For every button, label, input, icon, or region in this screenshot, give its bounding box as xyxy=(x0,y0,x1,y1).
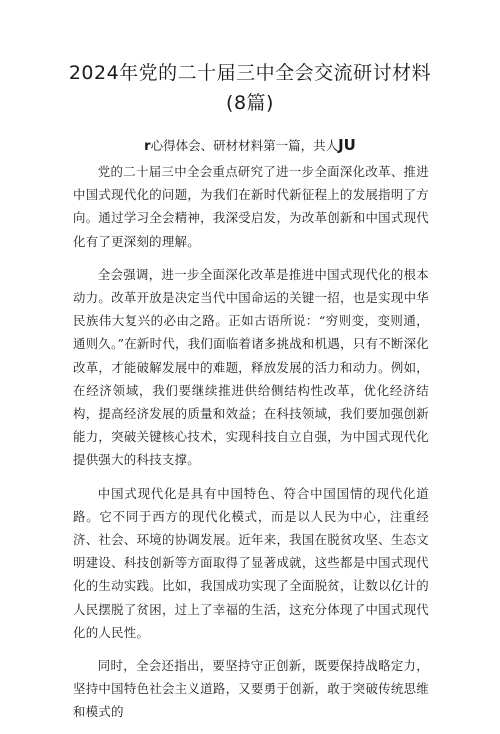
paragraph: 全会强调，进一步全面深化改革是推进中国式现代化的根本动力。改革开放是决定当代中国命运的关键一招，也是实现中华民族伟大复兴的必由之路。正如古语所说：“穷则变，变则通，通则久。”在新时代，我们面临着诸多挑战和机遇，只有不断深化改革，才能破解发展中的难题，释放发展的活力和动力。例如，在经济领域，我们要继续推进供给侧结构性改革，优化经济结构，提高经济发展的质量和效益；在科技领域，我们要加强创新能力，突破关键核心技术，实现科技自立自强，为中国式现代化提供强大的科技支撑。 xyxy=(73,266,429,468)
paragraph: 中国式现代化是具有中国特色、符合中国国情的现代化道路。它不同于西方的现代化模式，而是以人民为中心，注重经济、社会、环境的协调发展。近年来，我国在脱贫攻坚、生态文明建设、科技创新等方面取得了显著成就，这些都是中国式现代化的生动实践。比如，我国成功实现了全面脱贫，让数以亿计的人民摆脱了贫困，过上了幸福的生活，这充分体现了中国式现代化的人民性。 xyxy=(73,485,429,640)
title-line-1: 2024年党的二十届三中全会交流研讨材料 xyxy=(68,62,432,84)
subtitle-lead: r xyxy=(144,139,151,154)
paragraph: 党的二十届三中全会重点研究了进一步全面深化改革、推进中国式现代化的问题，为我们在新时代新征程上的发展指明了方向。通过学习全会精神，我深受启发，为改革创新和中国式现代化有了更深刻的理解。 xyxy=(73,164,429,249)
subtitle-text: 心得体会、研材材料第一篇，共人 xyxy=(150,138,339,153)
document-title xyxy=(40,58,460,118)
subtitle-trail: JU xyxy=(338,136,356,154)
document-body xyxy=(73,160,429,734)
title-line-2: (8篇) xyxy=(226,92,274,114)
paragraph: 同时，全会还指出，要坚持守正创新，既要保持战略定力，坚持中国特色社会主义道路，又要勇于创新，敢于突破传统思维和模式的 xyxy=(73,658,429,720)
document-subtitle xyxy=(40,134,460,158)
